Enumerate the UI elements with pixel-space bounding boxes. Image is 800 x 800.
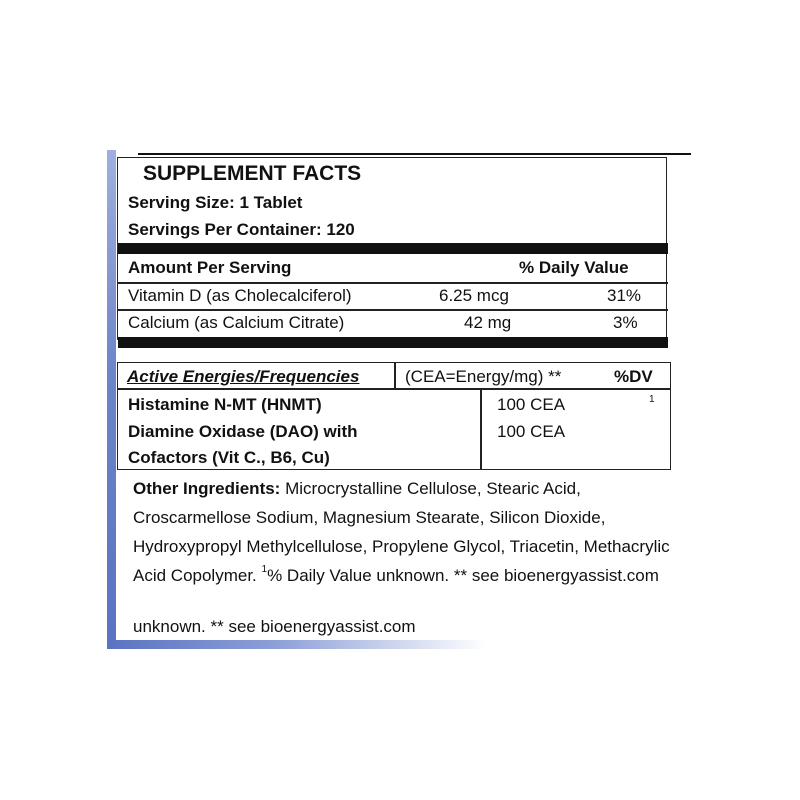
nutrient-name: Calcium (as Calcium Citrate) [128,313,345,332]
row-rule [118,309,668,311]
daily-value-header: % Daily Value [519,258,629,277]
nutrient-name: Vitamin D (as Cholecalciferol) [128,286,352,305]
thick-divider-top [118,243,668,254]
column-divider [480,389,482,470]
header-divider [394,362,396,388]
energy-item-amount: 100 CEA [497,395,566,414]
nutrient-amount: 6.25 mcg [439,286,509,305]
left-shadow-edge [107,150,116,648]
footnote-repeat-line: unknown. ** see bioenergyassist.com [133,617,416,636]
amount-per-serving-header: Amount Per Serving [128,258,292,277]
header-rule [118,282,668,284]
thick-divider-bottom [118,337,668,348]
energies-dv-header: %DV [614,367,653,386]
nutrient-amount: 42 mg [464,313,512,332]
other-ingredients-label: Other Ingredients: [133,479,281,498]
energy-item-name: Histamine N-MT (HNMT) [128,395,322,414]
top-rule [138,153,691,155]
energies-unit-note: (CEA=Energy/mg) ** [405,367,562,386]
footnote-text: % Daily Value unknown. ** see bioenergyassist.com [267,566,659,585]
energy-item-name-cont: Cofactors (Vit C., B6, Cu) [128,448,330,467]
nutrient-dv: 3% [613,313,638,332]
nutrient-dv: 31% [607,286,642,305]
energies-header: Active Energies/Frequencies [127,367,360,386]
footnote-marker: 1 [261,564,268,575]
other-ingredients-text: Microcrystalline Cellulose, Stearic Acid, Croscarmellose Sodium, Magnesium Stearate, Silicon Dioxide, Hydroxypropyl Methylcellulose, Propylene Glycol, Triacetin, Methacrylic Acid Copolymer. [133,479,670,585]
servings-per-container: Servings Per Container: 120 [128,220,355,239]
energies-header-rule [118,388,671,390]
footnote-marker: 1 [649,394,655,405]
panel-title: SUPPLEMENT FACTS [143,162,362,185]
energy-item-amount: 100 CEA [497,422,566,441]
energy-item-name: Diamine Oxidase (DAO) with [128,422,358,441]
other-ingredients [133,474,673,590]
serving-size: Serving Size: 1 Tablet [128,193,303,212]
bottom-shadow-edge [107,640,487,649]
